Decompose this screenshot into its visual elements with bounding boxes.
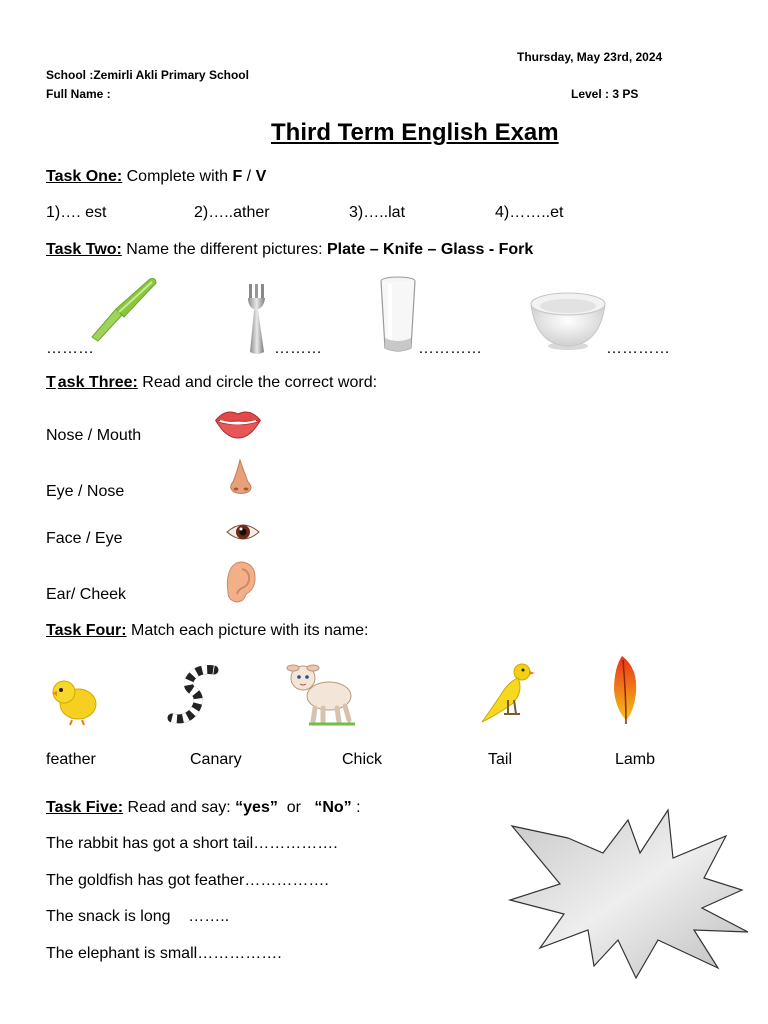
- task-three-instruction: Read and circle the correct word:: [137, 374, 378, 391]
- feather-icon: [610, 654, 642, 726]
- task-three-label-first: T: [46, 374, 56, 391]
- letter-slash: /: [242, 168, 256, 185]
- lamb-icon: [285, 658, 357, 726]
- task-three-item: Eye / Nose: [46, 483, 125, 500]
- page-title: Third Term English Exam: [271, 119, 559, 146]
- task-two-blank: …………: [606, 340, 670, 357]
- task-four-word: Chick: [342, 751, 383, 768]
- task-three-item: Face / Eye: [46, 530, 123, 547]
- task-one-heading: [46, 168, 266, 186]
- task-one-label: Task One:: [46, 168, 123, 185]
- task-five-item: The snack is long ……..: [46, 908, 230, 925]
- task-three-item: Ear/ Cheek: [46, 586, 127, 603]
- task-four-instruction: Match each picture with its name:: [126, 622, 369, 639]
- task-five-yes: “yes”: [235, 799, 278, 816]
- plate-icon: [528, 290, 608, 352]
- task-two-instruction: Name the different pictures:: [121, 241, 327, 258]
- task-one-item: 1)…. est: [46, 204, 107, 221]
- task-five-item: The goldfish has got feather…………….: [46, 872, 329, 889]
- task-one-item: 2)…..ather: [194, 204, 270, 221]
- task-four-word: Canary: [190, 751, 242, 768]
- task-one-item: 3)…..lat: [349, 204, 406, 221]
- tail-icon: [166, 664, 222, 724]
- knife-icon: [86, 275, 161, 345]
- task-five-or: or: [277, 799, 315, 816]
- ear-icon: [222, 560, 258, 604]
- task-five-label: Task Five:: [46, 799, 124, 816]
- task-five-item: The rabbit has got a short tail…………….: [46, 835, 338, 852]
- task-five-instruction: Read and say:: [123, 799, 236, 816]
- level-label: Level : 3 PS: [571, 87, 639, 101]
- task-four-word: Tail: [488, 751, 513, 768]
- school-name: School :Zemirli Akli Primary School: [46, 68, 249, 82]
- task-two-words: Plate – Knife – Glass - Fork: [327, 241, 534, 258]
- fork-icon: [244, 282, 274, 354]
- task-two-blank: ………: [274, 340, 322, 357]
- task-three-heading: [46, 374, 377, 392]
- task-five-colon: :: [351, 799, 361, 816]
- task-two-label: Task Two:: [46, 241, 122, 258]
- full-name-label: Full Name :: [46, 87, 111, 101]
- task-three-label: ask Three:: [57, 374, 138, 391]
- task-four-label: Task Four:: [46, 622, 127, 639]
- task-one-instruction: Complete with: [122, 168, 233, 185]
- letter-v: V: [255, 168, 267, 185]
- task-four-word: Lamb: [615, 751, 656, 768]
- task-one-item: 4)……..et: [495, 204, 564, 221]
- task-four-heading: [46, 622, 369, 640]
- eye-icon: [226, 518, 260, 546]
- mouth-icon: [214, 406, 262, 440]
- task-three-item: Nose / Mouth: [46, 427, 142, 444]
- task-four-word: feather: [46, 751, 96, 768]
- starburst-shape: [508, 808, 752, 980]
- canary-icon: [478, 660, 536, 726]
- task-five-heading: [46, 799, 361, 817]
- nose-icon: [228, 458, 254, 496]
- chick-icon: [48, 674, 100, 726]
- letter-f: F: [232, 168, 243, 185]
- task-five-no: “No”: [314, 799, 352, 816]
- task-five-item: The elephant is small…………….: [46, 945, 282, 962]
- task-two-heading: [46, 241, 533, 259]
- exam-date: Thursday, May 23rd, 2024: [517, 50, 663, 64]
- task-two-blank: …………: [418, 340, 482, 357]
- glass-icon: [378, 276, 418, 356]
- task-two-blank: ………: [46, 340, 94, 357]
